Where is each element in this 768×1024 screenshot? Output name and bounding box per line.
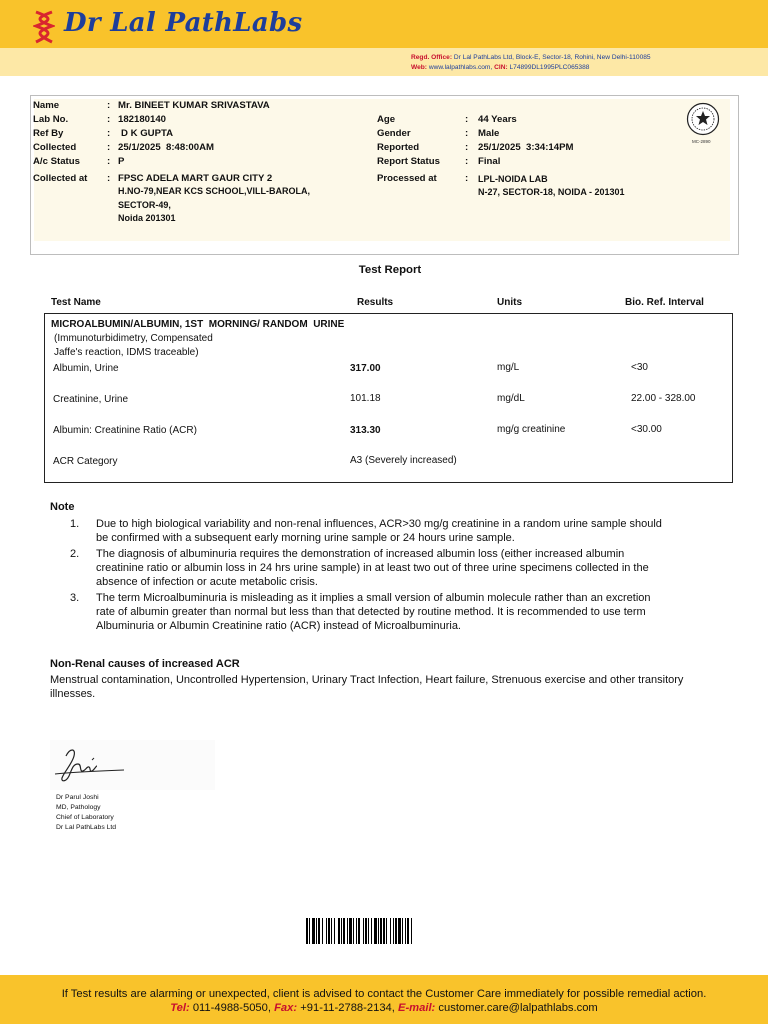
- label-age: Age: [377, 114, 396, 125]
- signer-line: MD, Pathology: [56, 804, 101, 811]
- test-name: ACR Category: [53, 456, 118, 467]
- nonrenal-text: Menstrual contamination, Uncontrolled Hypertension, Urinary Tract Infection, Heart failure, Strenuous exercise and other transitory illnesses.: [50, 674, 684, 700]
- dna-logo-icon: [33, 10, 55, 44]
- report-status: Final: [478, 156, 501, 167]
- label-ac-status: A/c Status: [33, 156, 80, 167]
- column-units: Units: [497, 297, 522, 308]
- note-text: Due to high biological variability and non-renal influences, ACR>30 mg/g creatinine in a random urine sample should be confirmed with a subsequent early morning urine sample or 24 hours urine sample.: [96, 518, 662, 544]
- test-unit: mg/dL: [497, 393, 525, 404]
- registered-office: Regd. Office: Dr Lal PathLabs Ltd, Block-E, Sector-18, Rohini, New Delhi-110085 Web: www.lalpathlabs.com, CIN: L74899DL1995PLC065388: [411, 54, 651, 71]
- footer-email: customer.care@lalpathlabs.com: [438, 1002, 598, 1014]
- label-reported: Reported: [377, 142, 420, 153]
- colon: :: [465, 142, 469, 153]
- collected-datetime: 25/1/2025 8:48:00AM: [118, 142, 214, 153]
- colon: :: [107, 128, 111, 139]
- section-title: MICROALBUMIN/ALBUMIN, 1ST MORNING/ RANDOM URINE: [51, 319, 345, 330]
- column-bio-ref: Bio. Ref. Interval: [625, 297, 704, 308]
- report-title: Test Report: [358, 264, 422, 276]
- lab-no: 182180140: [118, 114, 167, 125]
- seal-caption: MC-2890: [692, 139, 711, 144]
- note-item: [70, 547, 670, 589]
- barcode: [306, 918, 471, 944]
- signer-details: [56, 793, 116, 833]
- method-line: Jaffe's reaction, IDMS traceable): [54, 347, 199, 358]
- column-test-name: Test Name: [51, 297, 101, 308]
- column-results: Results: [357, 297, 394, 308]
- collected-at-line: Noida 201301: [118, 213, 176, 223]
- reported-datetime: 25/1/2025 3:34:14PM: [478, 142, 574, 153]
- collected-at-line: H.NO-79,NEAR KCS SCHOOL,VILL-BAROLA,: [118, 186, 311, 196]
- test-result: A3 (Severely increased): [350, 455, 457, 466]
- signer-line: Dr Lal PathLabs Ltd: [56, 824, 117, 831]
- label-collected: Collected: [33, 142, 77, 153]
- signature-image: [52, 742, 128, 786]
- test-result: 313.30: [350, 425, 381, 436]
- patient-name: Mr. BINEET KUMAR SRIVASTAVA: [118, 100, 270, 111]
- ac-status: P: [118, 156, 125, 167]
- label-ref-by: Ref By: [33, 128, 64, 139]
- method-line: (Immunoturbidimetry, Compensated: [54, 333, 213, 344]
- signer-line: Chief of Laboratory: [56, 814, 114, 821]
- note-list: [70, 517, 670, 635]
- test-ref: <30: [631, 362, 648, 373]
- label-report-status: Report Status: [377, 156, 440, 167]
- footer-fax: +91-11-2788-2134,: [300, 1002, 395, 1014]
- note-item: [70, 591, 670, 633]
- label-gender: Gender: [377, 128, 411, 139]
- colon: :: [107, 114, 111, 125]
- test-unit: mg/L: [497, 362, 520, 373]
- header-subband: [0, 48, 768, 76]
- note-number: 3.: [70, 592, 80, 604]
- note-text: The diagnosis of albuminuria requires the demonstration of increased albumin loss (either increased albumin creatinine ratio or albumin loss in 24 hrs urine sample) in at least two out of three urine specimens collected in the absence of infection or acute metabolic crisis.: [96, 548, 649, 588]
- colon: :: [465, 173, 469, 184]
- footer-advisory: If Test results are alarming or unexpected, client is advised to contact the Customer Care immediately for possible remedial action.: [61, 988, 707, 1000]
- collected-at-line: FPSC ADELA MART GAUR CITY 2: [118, 173, 273, 184]
- colon: :: [107, 173, 111, 184]
- processed-at-line: LPL-NOIDA LAB: [478, 174, 548, 184]
- colon: :: [107, 142, 111, 153]
- colon: :: [465, 114, 469, 125]
- brand-name: Dr Lal PathLabs: [64, 8, 303, 38]
- ref-by: D K GUPTA: [121, 128, 174, 139]
- collected-at-line: SECTOR-49,: [118, 200, 171, 210]
- test-result: 101.18: [350, 393, 381, 404]
- test-result: 317.00: [350, 363, 381, 374]
- colon: :: [465, 128, 469, 139]
- note-number: 1.: [70, 518, 80, 530]
- colon: :: [107, 100, 111, 111]
- note-item: [70, 517, 670, 545]
- test-name: Creatinine, Urine: [53, 394, 129, 405]
- label-processed-at: Processed at: [377, 173, 437, 184]
- label-name: Name: [33, 100, 60, 111]
- label-lab-no: Lab No.: [33, 114, 69, 125]
- note-text: The term Microalbuminuria is misleading as it implies a small version of albumin molecule rather than an excretion rate of albumin greater than normal but less than that detected by routine method. It is recommended to use term Albuminuria or Albumin Creatinine ratio (ACR) instead of Microalbuminuria.: [96, 592, 651, 632]
- footer-tel: 011-4988-5050,: [192, 1002, 271, 1014]
- test-unit: mg/g creatinine: [497, 424, 566, 435]
- nonrenal-heading: Non-Renal causes of increased ACR: [50, 658, 240, 670]
- test-ref: 22.00 - 328.00: [631, 393, 696, 404]
- gender: Male: [478, 128, 500, 139]
- age: 44 Years: [478, 114, 517, 125]
- test-ref: <30.00: [631, 424, 662, 435]
- test-name: Albumin: Creatinine Ratio (ACR): [53, 425, 197, 436]
- accreditation-seal-icon: [686, 102, 720, 136]
- note-number: 2.: [70, 548, 80, 560]
- processed-at-line: N-27, SECTOR-18, NOIDA - 201301: [478, 187, 625, 197]
- label-collected-at: Collected at: [33, 173, 88, 184]
- signer-line: Dr Parul Joshi: [56, 794, 99, 801]
- colon: :: [465, 156, 469, 167]
- note-heading: Note: [50, 501, 75, 513]
- test-name: Albumin, Urine: [53, 363, 119, 374]
- colon: :: [107, 156, 111, 167]
- footer-contact: Tel: 011-4988-5050, Fax: +91-11-2788-2134, E-mail: customer.care@lalpathlabs.com: [170, 1002, 598, 1014]
